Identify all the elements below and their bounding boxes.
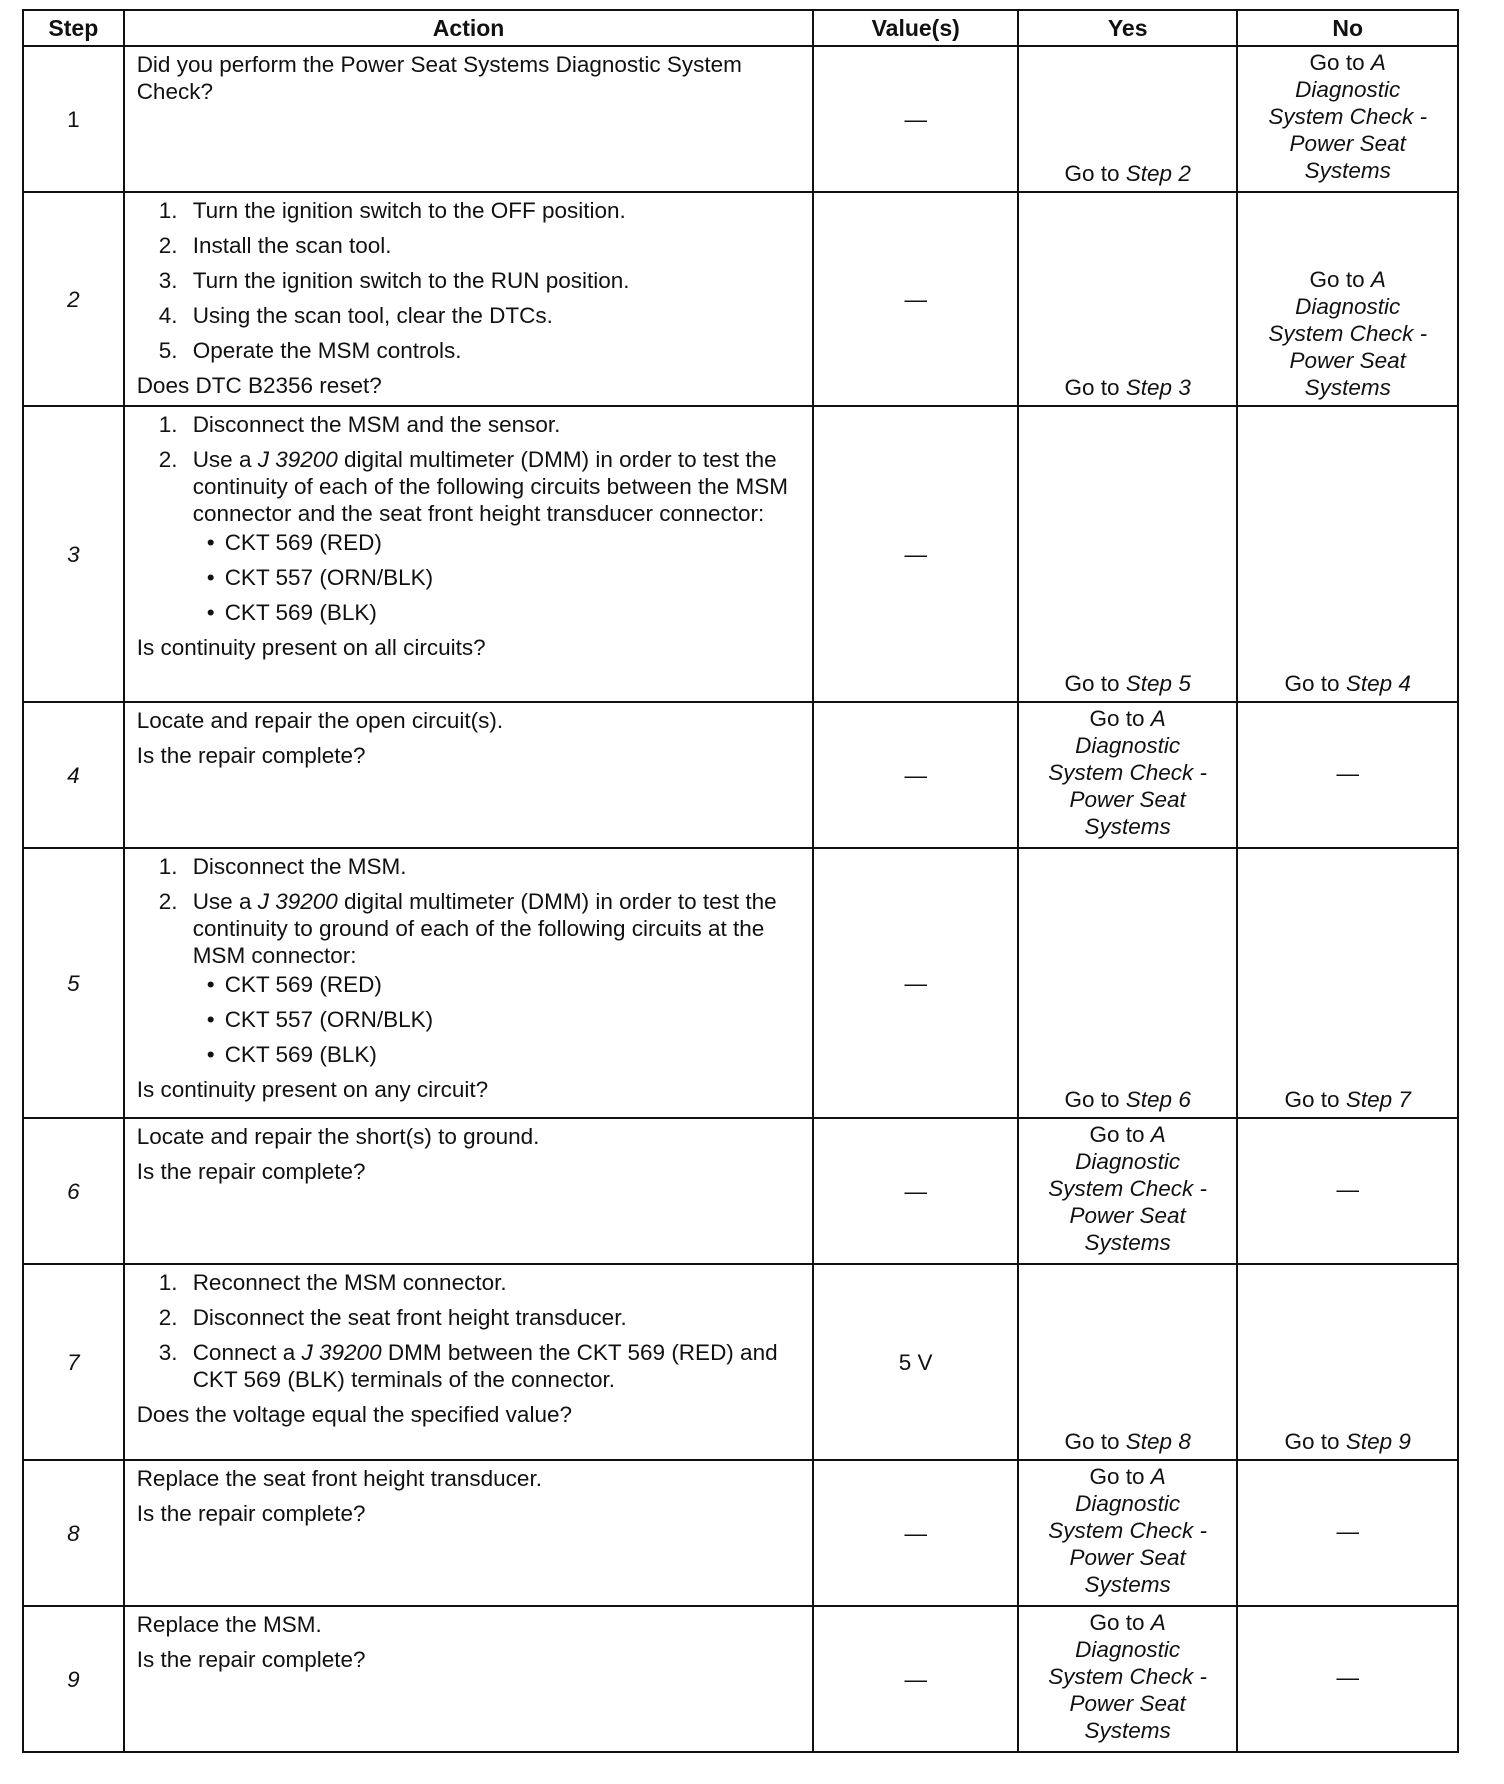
diag-ref-line: Power Seat [1069, 1545, 1186, 1570]
no-cell [1237, 1606, 1458, 1752]
no-cell [1237, 1264, 1458, 1460]
action-cell [124, 1606, 814, 1752]
diag-ref-line: System Check - [1048, 760, 1208, 785]
table-row [23, 1460, 1458, 1606]
circuit-list [193, 971, 805, 1068]
yes-cell [1018, 1460, 1238, 1606]
goto-text: Go to Step 4 [1284, 671, 1411, 696]
yes-cell [1018, 848, 1238, 1118]
action-question: Is the repair complete? [136, 743, 366, 768]
list-item: • CKT 569 (BLK) [201, 599, 805, 626]
action-text: Replace the MSM. [136, 1612, 322, 1637]
goto-text: Go to Step 7 [1284, 1087, 1411, 1112]
goto-text: Go to Step 3 [1064, 375, 1191, 400]
action-question: Is the repair complete? [136, 1159, 366, 1184]
value-cell: — [813, 406, 1017, 702]
diag-ref-line: Go to A [1309, 267, 1386, 292]
header-row [23, 10, 1458, 46]
list-item: 1. Turn the ignition switch to the OFF position. [158, 198, 626, 223]
tool-name: J 39200 [301, 1340, 382, 1365]
diag-ref-line: Diagnostic [1075, 733, 1181, 758]
action-cell [124, 46, 814, 192]
diag-ref-line: Go to A [1089, 1122, 1166, 1147]
diag-ref-line: Power Seat [1069, 1691, 1186, 1716]
goto-text: Go to Step 2 [1064, 161, 1191, 186]
step-number: 3 [23, 406, 124, 702]
header-value: Value(s) [813, 10, 1017, 46]
goto-text: — [1336, 1176, 1359, 1202]
table-row [23, 192, 1458, 406]
diag-ref-line: Systems [1084, 1230, 1171, 1255]
diag-ref-line: Systems [1304, 158, 1391, 183]
yes-cell [1018, 406, 1238, 702]
value-cell: — [813, 1460, 1017, 1606]
table-row [23, 702, 1458, 848]
yes-cell [1018, 46, 1238, 192]
no-cell [1237, 192, 1458, 406]
table-row [23, 406, 1458, 702]
action-cell [124, 1264, 814, 1460]
list-item: • CKT 569 (BLK) [201, 1041, 805, 1068]
diag-ref-line: Go to A [1089, 1610, 1166, 1635]
action-question: Does the voltage equal the specified value? [136, 1402, 572, 1427]
yes-cell [1018, 1264, 1238, 1460]
action-question: Is continuity present on any circuit? [136, 1077, 489, 1102]
no-cell [1237, 1118, 1458, 1264]
table-row [23, 1264, 1458, 1460]
step-number: 8 [23, 1460, 124, 1606]
step-number: 6 [23, 1118, 124, 1264]
list-item: 1. Disconnect the MSM. [158, 854, 407, 879]
value-cell: — [813, 46, 1017, 192]
step-number: 1 [23, 46, 124, 192]
goto-text: — [1336, 1664, 1359, 1690]
goto-text [1238, 49, 1457, 184]
header-no: No [1237, 10, 1458, 46]
diag-ref-line: Power Seat [1289, 131, 1406, 156]
list-item: 2. Use a J 39200 digital multimeter (DMM) in order to test the continuity of each of the following circuits between the MSM connector and the seat front height transducer connector: • CKT 569 (RED) • CKT 557 (ORN/BLK) • CKT 569 (BLK) [137, 446, 805, 626]
list-item: 3. Turn the ignition switch to the RUN position. [158, 268, 630, 293]
list-item: 3. Connect a J 39200 DMM between the CKT 569 (RED) and CKT 569 (BLK) terminals of the connector. [158, 1340, 778, 1392]
diag-ref-line: System Check - [1268, 321, 1428, 346]
action-steps [137, 411, 805, 626]
table-row [23, 1606, 1458, 1752]
step-number: 4 [23, 702, 124, 848]
step-number: 5 [23, 848, 124, 1118]
value-cell: 5 V [813, 1264, 1017, 1460]
action-cell [124, 192, 814, 406]
diag-ref-line: Power Seat [1069, 787, 1186, 812]
list-item: 1. Disconnect the MSM and the sensor. [158, 412, 561, 437]
yes-cell [1018, 702, 1238, 848]
no-cell [1237, 1460, 1458, 1606]
diag-ref-line: Diagnostic [1075, 1491, 1181, 1516]
action-question: Is the repair complete? [136, 1501, 366, 1526]
action-cell [124, 1460, 814, 1606]
yes-cell [1018, 1118, 1238, 1264]
no-cell [1237, 46, 1458, 192]
diag-ref-line: Go to A [1089, 706, 1166, 731]
diag-ref-line: System Check - [1048, 1176, 1208, 1201]
table-row [23, 46, 1458, 192]
diag-ref-line: Diagnostic [1075, 1637, 1181, 1662]
goto-text: Go to Step 9 [1284, 1429, 1411, 1454]
goto-text: — [1336, 1518, 1359, 1544]
diag-ref-line: Diagnostic [1295, 294, 1401, 319]
diag-ref-line: Go to A [1089, 1464, 1166, 1489]
no-cell [1237, 848, 1458, 1118]
list-item: 5. Operate the MSM controls. [158, 338, 462, 363]
diag-ref-line: System Check - [1268, 104, 1428, 129]
circuit-list [193, 529, 805, 626]
diag-ref-line: Power Seat [1289, 348, 1406, 373]
diag-ref-line: Diagnostic [1295, 77, 1401, 102]
goto-text: Go to Step 8 [1064, 1429, 1191, 1454]
goto-text [1019, 705, 1237, 840]
goto-text: Go to Step 5 [1064, 671, 1191, 696]
header-action: Action [124, 10, 814, 46]
action-cell [124, 1118, 814, 1264]
action-steps [137, 197, 805, 364]
action-cell [124, 702, 814, 848]
table-row [23, 1118, 1458, 1264]
action-cell [124, 406, 814, 702]
diag-ref-line: Diagnostic [1075, 1149, 1181, 1174]
action-question: Did you perform the Power Seat Systems Diagnostic System Check? [136, 52, 742, 104]
value-cell: — [813, 702, 1017, 848]
diag-ref-line: Power Seat [1069, 1203, 1186, 1228]
action-question: Is continuity present on all circuits? [136, 635, 486, 660]
goto-text [1238, 266, 1457, 401]
value-cell: — [813, 848, 1017, 1118]
value-cell: — [813, 192, 1017, 406]
diag-ref-line: Systems [1084, 814, 1171, 839]
diag-ref-line: System Check - [1048, 1518, 1208, 1543]
list-item: 4. Using the scan tool, clear the DTCs. [158, 303, 553, 328]
diag-ref-line: Systems [1084, 1718, 1171, 1743]
header-yes: Yes [1018, 10, 1238, 46]
diag-ref-line: Systems [1304, 375, 1391, 400]
list-item: • CKT 557 (ORN/BLK) [201, 1006, 805, 1033]
list-item: 2. Disconnect the seat front height transducer. [158, 1305, 627, 1330]
header-step: Step [23, 10, 124, 46]
action-steps [137, 853, 805, 1068]
action-text: Locate and repair the open circuit(s). [136, 708, 504, 733]
diag-ref-line: Systems [1084, 1572, 1171, 1597]
step-number: 7 [23, 1264, 124, 1460]
goto-text [1019, 1609, 1237, 1744]
goto-text: Go to Step 6 [1064, 1087, 1191, 1112]
no-cell [1237, 406, 1458, 702]
list-item: 2. Use a J 39200 digital multimeter (DMM) in order to test the continuity to ground of each of the following circuits at the MSM connector: • CKT 569 (RED) • CKT 557 (ORN/BLK) • CKT 569 (BLK) [137, 888, 805, 1068]
goto-text: — [1336, 760, 1359, 786]
step-number: 2 [23, 192, 124, 406]
step-number: 9 [23, 1606, 124, 1752]
tool-name: J 39200 [257, 447, 338, 472]
goto-text [1019, 1121, 1237, 1256]
table-row [23, 848, 1458, 1118]
action-question: Does DTC B2356 reset? [136, 373, 382, 398]
tool-name: J 39200 [257, 889, 338, 914]
list-item: • CKT 569 (RED) [201, 529, 805, 556]
action-steps [137, 1269, 805, 1393]
list-item: 2. Install the scan tool. [158, 233, 392, 258]
yes-cell [1018, 192, 1238, 406]
list-item: • CKT 557 (ORN/BLK) [201, 564, 805, 591]
value-cell: — [813, 1606, 1017, 1752]
diagnostic-table [22, 9, 1459, 1753]
action-question: Is the repair complete? [136, 1647, 366, 1672]
value-cell: — [813, 1118, 1017, 1264]
list-item: 1. Reconnect the MSM connector. [158, 1270, 507, 1295]
list-item: • CKT 569 (RED) [201, 971, 805, 998]
no-cell [1237, 702, 1458, 848]
action-text: Replace the seat front height transducer. [136, 1466, 542, 1491]
action-text: Locate and repair the short(s) to ground. [136, 1124, 540, 1149]
diag-ref-line: Go to A [1309, 50, 1386, 75]
yes-cell [1018, 1606, 1238, 1752]
diag-ref-line: System Check - [1048, 1664, 1208, 1689]
action-cell [124, 848, 814, 1118]
goto-text [1019, 1463, 1237, 1598]
